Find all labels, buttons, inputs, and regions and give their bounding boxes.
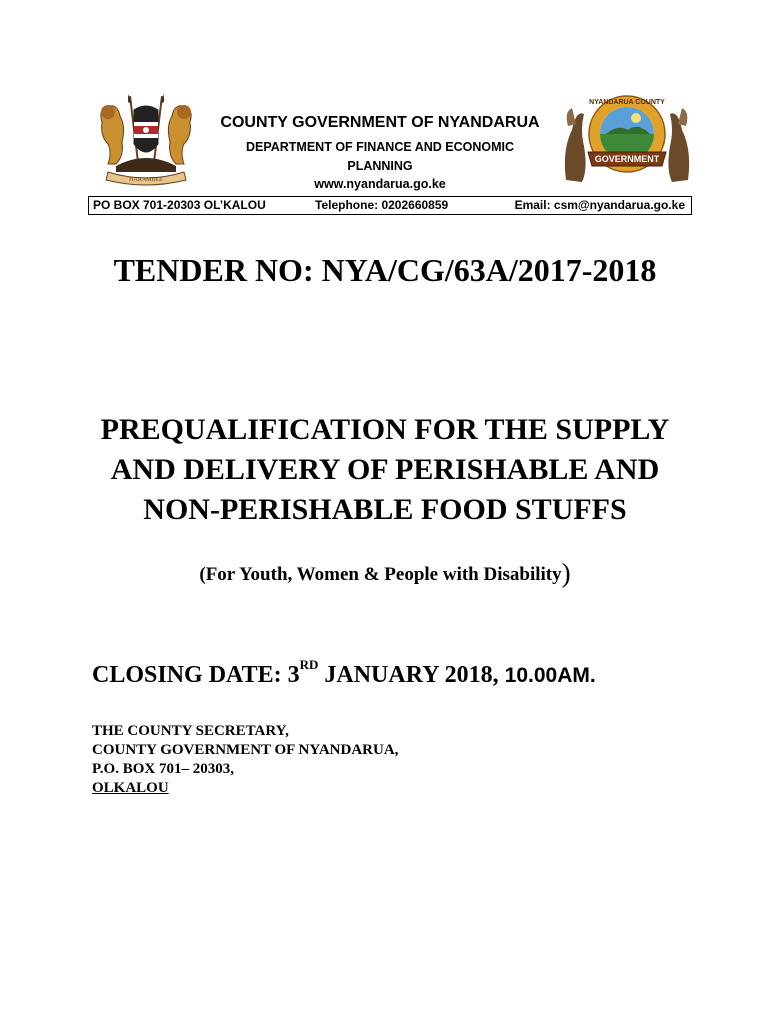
address-line-1: THE COUNTY SECRETARY, xyxy=(92,723,289,739)
subtitle xyxy=(0,556,770,587)
closing-date xyxy=(92,657,596,689)
document-title xyxy=(60,410,710,530)
closing-superscript: RD xyxy=(299,657,319,672)
address-line-2: COUNTY GOVERNMENT OF NYANDARUA, xyxy=(92,742,399,758)
closing-label: CLOSING DATE: 3 xyxy=(92,662,300,688)
email-address[interactable]: Email: csm@nyandarua.go.ke xyxy=(514,198,685,212)
title-line-2: AND DELIVERY OF PERISHABLE AND xyxy=(110,453,660,486)
address-line-3: P.O. BOX 701– 20303, xyxy=(92,761,234,777)
subtitle-text: (For Youth, Women & People with Disability xyxy=(199,564,562,585)
subtitle-close-paren: ) xyxy=(561,558,571,588)
closing-time: 10.00AM. xyxy=(504,664,596,687)
address-block xyxy=(92,722,398,798)
org-name: COUNTY GOVERNMENT OF NYANDARUA xyxy=(220,114,540,131)
nyandarua-county-seal-logo xyxy=(562,90,692,190)
seal-ring-text: NYANDARUA COUNTY xyxy=(589,99,665,106)
kenya-coat-of-arms-logo xyxy=(94,92,198,190)
department-line-1: DEPARTMENT OF FINANCE AND ECONOMIC xyxy=(245,140,515,154)
coat-of-arms-motto: HARAMBEE xyxy=(129,177,163,183)
website-link[interactable]: www.nyandarua.go.ke xyxy=(314,177,446,191)
contact-bar xyxy=(88,196,692,215)
department-line-2: PLANNING xyxy=(347,159,413,173)
tender-number: TENDER NO: NYA/CG/63A/2017-2018 xyxy=(113,252,657,288)
title-line-1: PREQUALIFICATION FOR THE SUPPLY xyxy=(100,413,670,446)
closing-date-value: JANUARY 2018, xyxy=(318,662,505,688)
po-box: PO BOX 701-20303 OL’KALOU xyxy=(93,198,266,212)
title-line-3: NON-PERISHABLE FOOD STUFFS xyxy=(143,493,627,526)
seal-banner-text: GOVERNMENT xyxy=(594,154,660,164)
address-line-4: OLKALOU xyxy=(92,780,169,796)
telephone: Telephone: 0202660859 xyxy=(315,198,449,212)
